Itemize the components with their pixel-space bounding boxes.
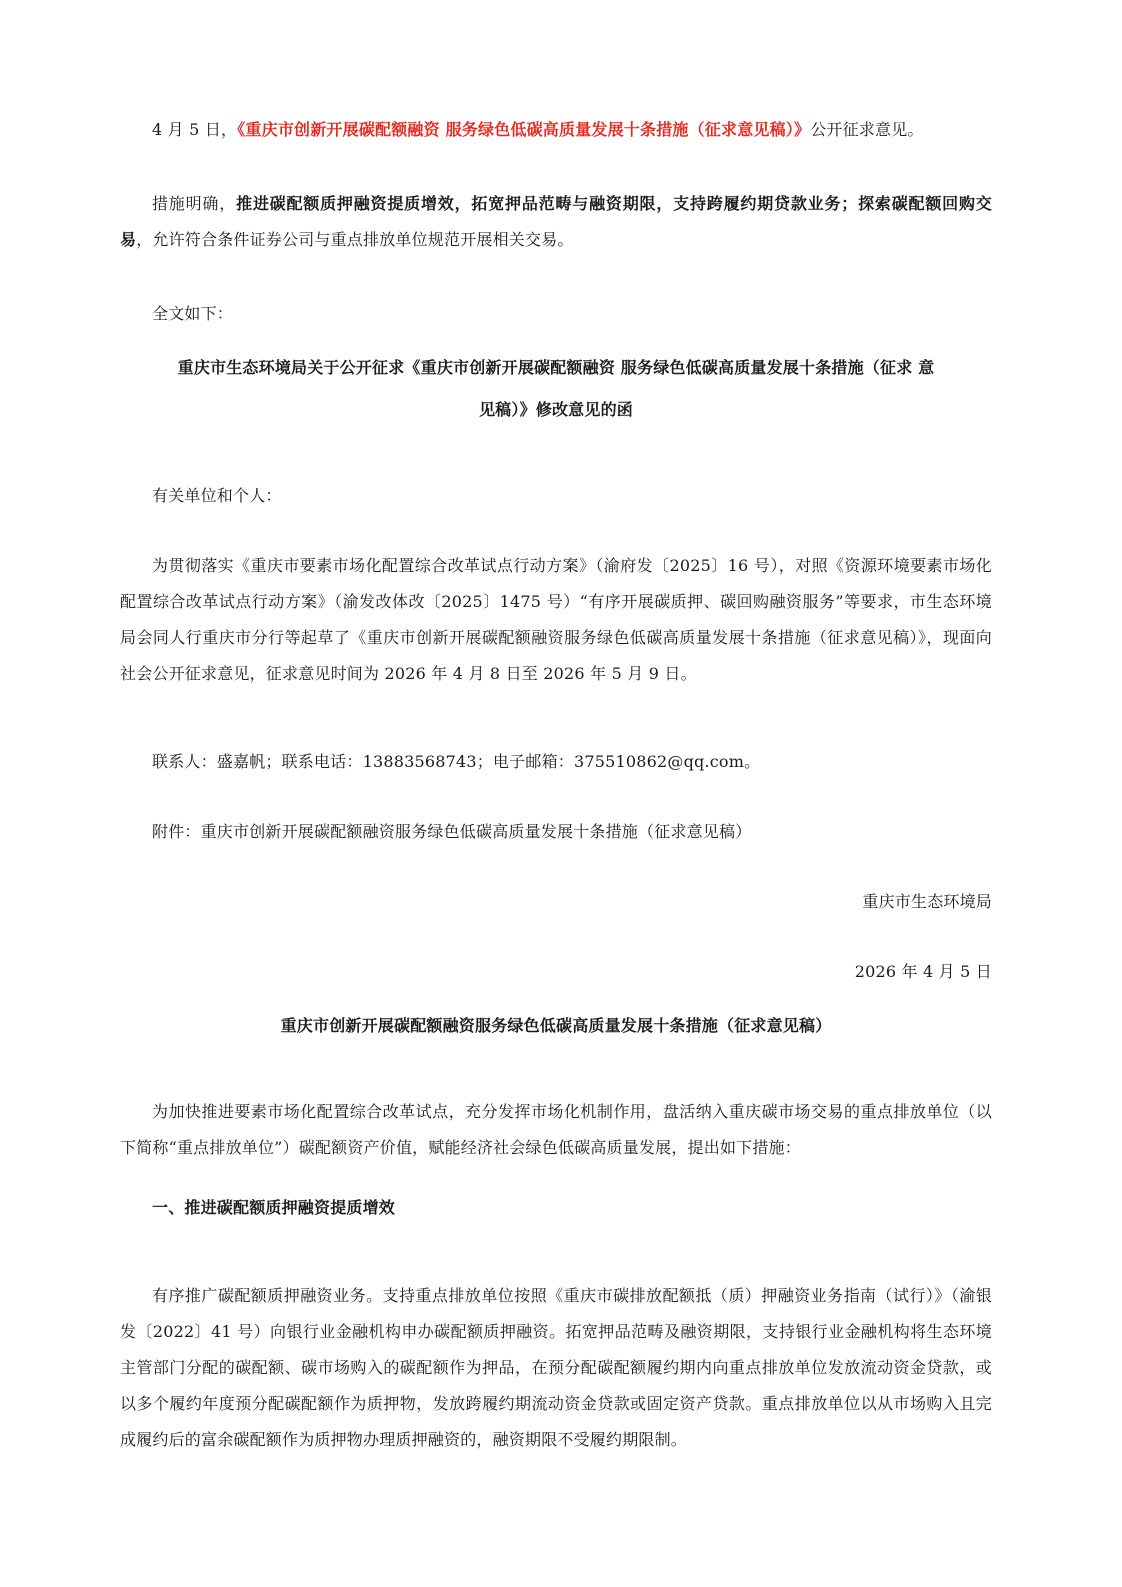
summary-paragraph	[120, 186, 992, 258]
letter-title-line1: 重庆市生态环境局关于公开征求《重庆市创新开展碳配额融资 服务绿色低碳高质量发展十条措施（征求 意	[177, 358, 935, 377]
fulltext-label: 全文如下：	[152, 304, 234, 323]
intro-suffix: 公开征求意见。	[810, 120, 924, 139]
letter-signature: 重庆市生态环境局	[862, 892, 992, 911]
section1-heading: 一、推进碳配额质押融资提质增效	[152, 1198, 396, 1217]
summary-bold: 推进碳配额质押融资提质增效，拓宽押品范畴与融资期限，支持跨履约期贷款业务；探索碳配额回购交易	[120, 194, 992, 249]
section1-body: 有序推广碳配额质押融资业务。支持重点排放单位按照《重庆市碳排放配额抵（质）押融资业务指南（试行）》（渝银发〔2022〕41 号）向银行业金融机构申办碳配额质押融资。拓宽押品范畴及融资期限，支持银行业金融机构将生态环境主管部门分配的碳配额、碳市场购入的碳配额作为押品，在预分配碳配额履约期内向重点排放单位发放流动资金贷款，或以多个履约年度预分配碳配额作为质押物，发放跨履约期流动资金贷款或固定资产贷款。重点排放单位以从市场购入且完成履约后的富余碳配额作为质押物办理质押融资的，融资期限不受履约期限制。	[120, 1286, 992, 1449]
letter-salutation: 有关单位和个人：	[152, 486, 282, 505]
letter-contact: 联系人：盛嘉帆；联系电话：13883568743；电子邮箱：375510862@qq.com。	[152, 752, 761, 771]
letter-date: 2026 年 4 月 5 日	[854, 962, 992, 981]
letter-attachment: 附件：重庆市创新开展碳配额融资服务绿色低碳高质量发展十条措施（征求意见稿）	[152, 822, 752, 841]
intro-doc-title: 《重庆市创新开展碳配额融资 服务绿色低碳高质量发展十条措施（征求意见稿）》	[237, 120, 811, 139]
summary-tail: ，允许符合条件证券公司与重点排放单位规范开展相关交易。	[136, 230, 574, 249]
measures-title: 重庆市创新开展碳配额融资服务绿色低碳高质量发展十条措施（征求意见稿）	[280, 1016, 832, 1035]
intro-date: 4 月 5 日，	[152, 120, 238, 139]
summary-lead: 措施明确，	[152, 194, 237, 213]
measures-preamble: 为加快推进要素市场化配置综合改革试点，充分发挥市场化机制作用，盘活纳入重庆碳市场交易的重点排放单位（以下简称“重点排放单位”）碳配额资产价值，赋能经济社会绿色低碳高质量发展，提出如下措施：	[120, 1102, 992, 1157]
letter-title-line2: 见稿）》修改意见的函	[478, 400, 633, 419]
letter-body: 为贯彻落实《重庆市要素市场化配置综合改革试点行动方案》（渝府发〔2025〕16 号），对照《资源环境要素市场化配置综合改革试点行动方案》（渝发改体改〔2025〕1475 号）“有序开展碳质押、碳回购融资服务”等要求，市生态环境局会同人行重庆市分行等起草了《重庆市创新开展碳配额融资服务绿色低碳高质量发展十条措施（征求意见稿）》，现面向社会公开征求意见，征求意见时间为 2026 年 4 月 8 日至 2026 年 5 月 9 日。	[120, 556, 992, 683]
intro-paragraph	[120, 112, 992, 148]
